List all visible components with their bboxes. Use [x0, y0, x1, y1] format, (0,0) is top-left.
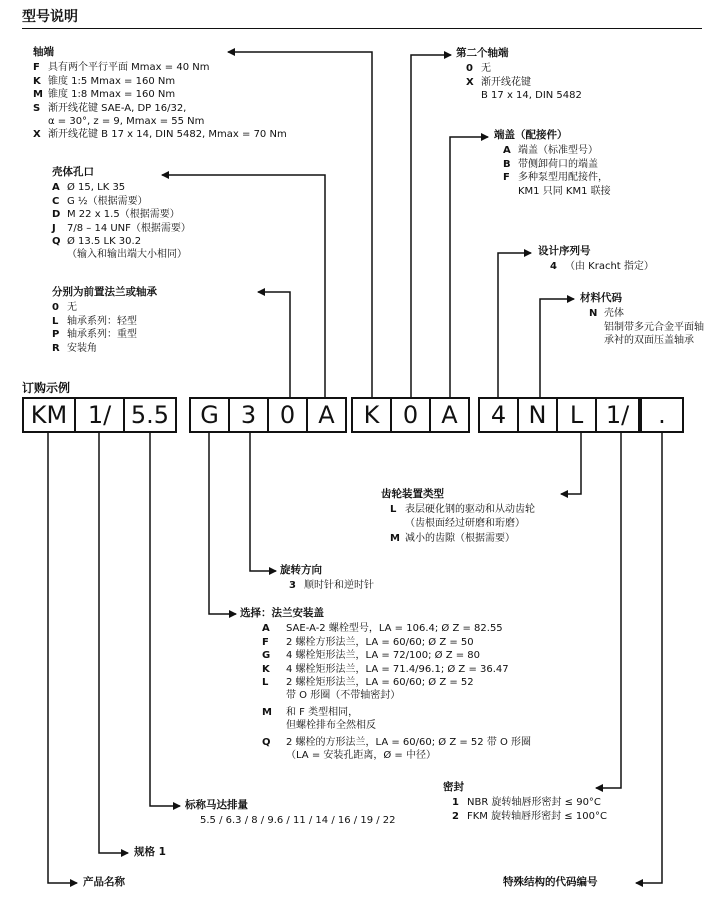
connector-flange-option [209, 433, 236, 614]
list-item: P 轴承系列：重型 [52, 329, 137, 341]
list-item: A 端盖（标准型号） [503, 145, 598, 157]
list-item: 0 无 [52, 302, 77, 314]
list-item: Q Ø 13.5 LK 30.2 [52, 236, 142, 248]
list-item: L 2 螺栓矩形法兰，LA = 60/60; Ø Z = 52 [262, 677, 474, 689]
section-title: 设计序列号 [538, 245, 591, 257]
code-box-housing-port: A [306, 397, 347, 433]
list-item: L 轴承系列：轻型 [52, 315, 137, 327]
list-item: R 安装角 [52, 342, 97, 354]
section-flange-option [240, 607, 531, 762]
list-item: B 17 x 14, DIN 5482 [481, 90, 582, 102]
code-box-design-series: 4 [478, 397, 519, 433]
section-title: 材料代码 [580, 292, 622, 304]
connector-second-shaft [411, 55, 451, 397]
section-design-series [538, 245, 654, 274]
section-displacement [185, 799, 396, 828]
section-title: 旋转方向 [280, 564, 322, 576]
list-item: α = 30°, z = 9, Mmax = 55 Nm [48, 116, 205, 128]
list-item: 2 FKM 旋转轴唇形密封 ≤ 100°C [452, 810, 607, 822]
list-item: 1 NBR 旋转轴唇形密封 ≤ 90°C [452, 797, 601, 809]
section-shaft-end [33, 46, 287, 142]
section-seal [443, 781, 607, 823]
list-item: 带 O 形圈（不带轴密封） [286, 690, 401, 702]
list-item: 但螺栓排布全然相反 [286, 720, 376, 732]
section-product-name [83, 876, 125, 891]
connector-design-series [498, 253, 531, 397]
list-item: N 壳体 [589, 308, 624, 320]
list-item: （LA = 安装孔距离，Ø = 中径） [286, 750, 436, 762]
code-box-gear-type: L [556, 397, 597, 433]
code-box-seal: 1/ [595, 397, 640, 433]
code-box-special: . [640, 397, 684, 433]
connector-rotation [250, 433, 276, 571]
connector-product-name [48, 433, 77, 883]
list-item: Q 2 螺栓的方形法兰，LA = 60/60; Ø Z = 52 带 O 形圈 [262, 736, 532, 748]
displacement-values: 5.5 / 6.3 / 8 / 9.6 / 11 / 14 / 16 / 19 / 22 [200, 815, 396, 827]
section-front-flange [52, 286, 157, 355]
section-title: 齿轮装置类型 [381, 488, 444, 500]
code-box-end-cover: A [429, 397, 470, 433]
page-title: 型号说明 [22, 9, 78, 25]
connector-seal [596, 433, 621, 788]
list-item: A SAE-A-2 螺栓型号，LA = 106.4; Ø Z = 82.55 [262, 623, 503, 635]
section-housing-port [52, 166, 191, 262]
code-box-displacement: 5.5 [123, 397, 177, 433]
list-item: G 4 螺栓矩形法兰，LA = 72/100; Ø Z = 80 [262, 650, 481, 662]
list-item: A Ø 15, LK 35 [52, 182, 126, 194]
list-item: X 渐开线花键 B 17 x 14, DIN 5482, Mmax = 70 Nm [33, 129, 287, 141]
code-box-shaft-end: K [351, 397, 392, 433]
list-item: KM1 只同 KM1 联接 [518, 185, 611, 197]
section-title: 特殊结构的代码编号 [503, 876, 598, 888]
list-item: B 带侧卸荷口的端盖 [503, 158, 598, 170]
list-item: J 7/8 – 14 UNF（根据需要） [52, 222, 191, 234]
list-item: 0 无 [466, 63, 491, 75]
section-title: 选择：法兰安装盖 [240, 607, 324, 619]
code-box-front-flange: 0 [267, 397, 308, 433]
list-item: F 2 螺栓方形法兰，LA = 60/60; Ø Z = 50 [262, 636, 474, 648]
connector-material [540, 299, 574, 397]
section-title: 产品名称 [83, 876, 125, 888]
connector-size [99, 433, 128, 853]
connector-gear-type [561, 433, 581, 494]
code-box-flange-option: G [189, 397, 230, 433]
list-item: 4 （由 Kracht 指定） [550, 261, 654, 273]
list-item: S 渐开线花键 SAE-A, DP 16/32, [33, 102, 187, 114]
list-item: K 锥度 1:5 Mmax = 160 Nm [33, 75, 176, 87]
code-box-size: 1/ [74, 397, 125, 433]
section-title: 第二个轴端 [456, 47, 509, 59]
list-item: C G ½（根据需要） [52, 195, 148, 207]
list-item: M 锥度 1:8 Mmax = 160 Nm [33, 89, 176, 101]
list-item: 承衬的双面压盖轴承 [604, 335, 694, 347]
code-box-product: KM [22, 397, 76, 433]
list-item: 铝制带多元合金平面轴 [604, 321, 704, 333]
code-box-second-shaft: 0 [390, 397, 431, 433]
list-item: M 和 F 类型相同， [262, 706, 359, 718]
section-title: 端盖（配接件） [494, 129, 568, 141]
order-example-label: 订购示例 [22, 381, 71, 395]
section-title: 分别为前置法兰或轴承 [52, 286, 157, 298]
section-title: 标称马达排量 [185, 799, 248, 811]
list-item: D M 22 x 1.5（根据需要） [52, 209, 180, 221]
list-item: L 表层硬化钢的驱动和从动齿轮 [390, 504, 535, 516]
section-end-cover [494, 129, 611, 198]
connector-front-flange [258, 292, 290, 397]
list-item: K 4 螺栓矩形法兰，LA = 71.4/96.1; Ø Z = 36.47 [262, 663, 509, 675]
list-item: 3 顺时针和逆时针 [289, 580, 374, 592]
section-title: 规格 1 [134, 846, 166, 858]
section-title: 壳体孔口 [52, 166, 94, 178]
list-item: F 多种泵型用配接件， [503, 172, 608, 184]
code-box-material: N [517, 397, 558, 433]
list-item: （齿根面经过研磨和珩磨） [405, 517, 525, 529]
list-item: M 减小的齿隙（根据需要） [390, 533, 515, 545]
connector-end-cover [450, 137, 488, 397]
section-special-code [503, 876, 598, 891]
section-rotation [280, 564, 374, 593]
code-box-rotation: 3 [228, 397, 269, 433]
list-item: F 具有两个平行平面 Mmax = 40 Nm [33, 62, 210, 74]
section-title: 密封 [443, 781, 464, 793]
section-title: 轴端 [33, 46, 54, 58]
connector-displacement [150, 433, 180, 806]
list-item: X 渐开线花键 [466, 76, 531, 88]
connector-special-code [636, 433, 662, 883]
section-gear-type [381, 488, 535, 546]
section-second-shaft [456, 47, 582, 103]
section-material [580, 292, 704, 348]
list-item: （输入和输出端大小相同） [67, 249, 187, 261]
section-size [134, 846, 166, 861]
